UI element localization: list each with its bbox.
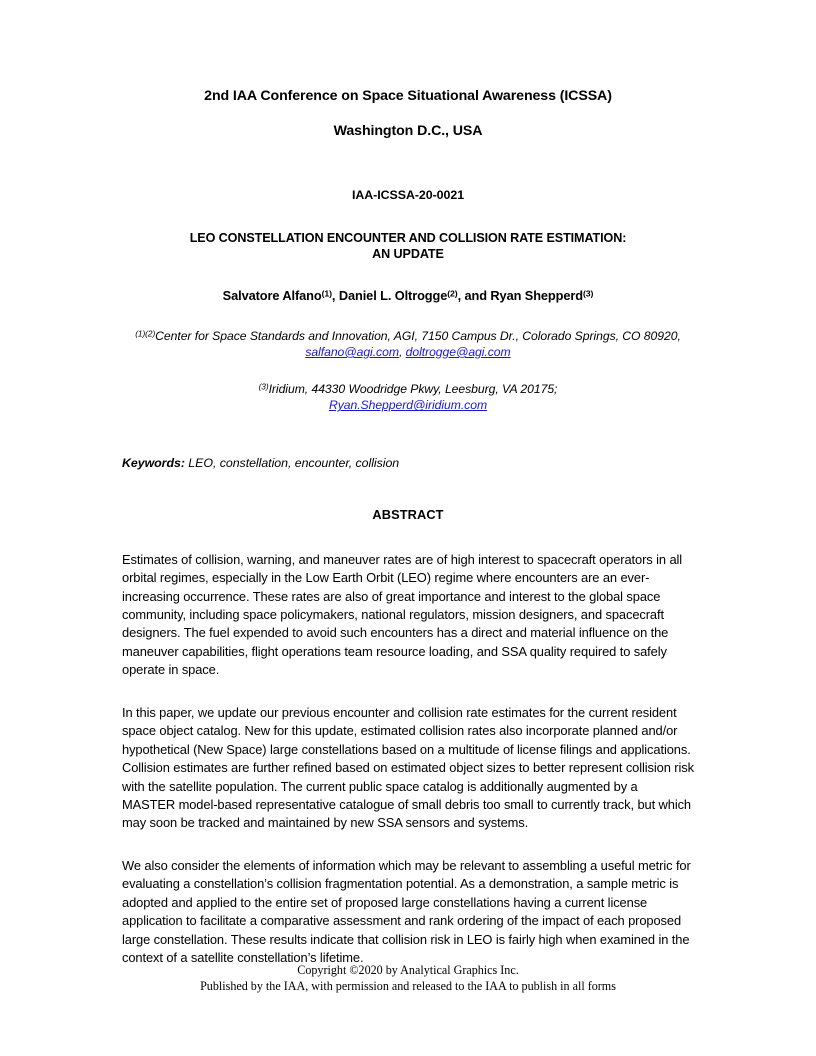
- conference-name: 2nd IAA Conference on Space Situational Awareness (ICSSA): [204, 88, 612, 104]
- affiliation-primary: [122, 328, 694, 360]
- abstract-paragraph-3: We also consider the elements of information which may be relevant to assembling a useful metric for evaluating a constellation’s collision fragmentation potential. As a demonstration, a sample metric is adopted and applied to the entire set of proposed large constellations having a current license application to facilitate a comparative assessment and rank ordering of the impact of each proposed large constellation. These results indicate that collision risk in LEO is fairly high when examined in the context of a satellite constellation’s lifetime.: [122, 857, 691, 966]
- paper-identifier: IAA-ICSSA-20-0021: [351, 187, 465, 202]
- title-line-2: AN UPDATE: [372, 246, 444, 261]
- conference-location: Washington D.C., USA: [333, 122, 483, 139]
- email-link-shepperd[interactable]: Ryan.Shepperd@iridium.com: [328, 398, 488, 413]
- affiliation-address: Iridium, 44330 Woodridge Pkwy, Leesburg, VA 20175;: [268, 382, 558, 397]
- email-link-salfano[interactable]: salfano@agi.com: [305, 344, 399, 359]
- author-affiliation-marker: (2): [447, 288, 458, 299]
- keywords-value: LEO, constellation, encounter, collision: [184, 455, 400, 470]
- abstract-paragraph-1: Estimates of collision, warning, and maneuver rates are of high interest to spacecraft operators in all orbital regimes, especially in the Low Earth Orbit (LEO) regime where encounters are an ever-increasing occurrence. These rates are also of great importance and interest to the global space community, including space policymakers, national regulators, mission designers, and spacecraft designers. The fuel expended to avoid such encounters has a direct and material influence on the maneuver capabilities, flight operations team resource loading, and SSA quality required to safely operate in space.: [122, 551, 683, 678]
- author-separator: ,: [331, 287, 339, 303]
- keywords-line: [122, 456, 694, 470]
- author-name: Salvatore Alfano: [222, 287, 322, 303]
- page-content-column: [122, 0, 694, 968]
- affiliation-address: Center for Space Standards and Innovation, AGI, 7150 Campus Dr., Colorado Springs, CO 80920,: [155, 328, 681, 343]
- author-list: [122, 288, 694, 303]
- abstract-paragraph-2: In this paper, we update our previous encounter and collision rate estimates for the current resident space object catalog. New for this update, estimated collision rates also incorporate planned and/or hypothetical (New Space) large constellations based on a multitude of license filings and applications. Collision estimates are further refined based on estimated object sizes to better represent collision risk with the satellite population. The current public space catalog is additionally augmented by a MASTER model-based representative catalogue of small debris too small to currently track, but which may soon be tracked and maintained by new SSA sensors and systems.: [122, 704, 694, 831]
- copyright-line: Copyright ©2020 by Analytical Graphics Inc.: [297, 963, 519, 977]
- page-title: [122, 230, 694, 262]
- author-separator: , and: [457, 287, 491, 303]
- email-link-doltrogge[interactable]: doltrogge@agi.com: [405, 344, 511, 359]
- keywords-label: Keywords:: [122, 455, 185, 470]
- title-line-1: LEO CONSTELLATION ENCOUNTER AND COLLISION RATE ESTIMATION:: [189, 230, 627, 245]
- affiliation-secondary: [122, 381, 694, 413]
- publication-rights-line: Published by the IAA, with permission and released to the IAA to publish in all forms: [200, 979, 616, 994]
- affiliation-marker: (1)(2): [135, 328, 156, 339]
- author-affiliation-marker: (1): [321, 288, 332, 299]
- email-separator: ,: [398, 344, 406, 359]
- page-footer: [0, 962, 816, 994]
- affiliation-marker: (3): [258, 381, 269, 392]
- author-name: Ryan Shepperd: [490, 287, 583, 303]
- author-affiliation-marker: (3): [582, 288, 594, 299]
- abstract-heading: ABSTRACT: [372, 506, 444, 522]
- author-name: Daniel L. Oltrogge: [338, 287, 448, 303]
